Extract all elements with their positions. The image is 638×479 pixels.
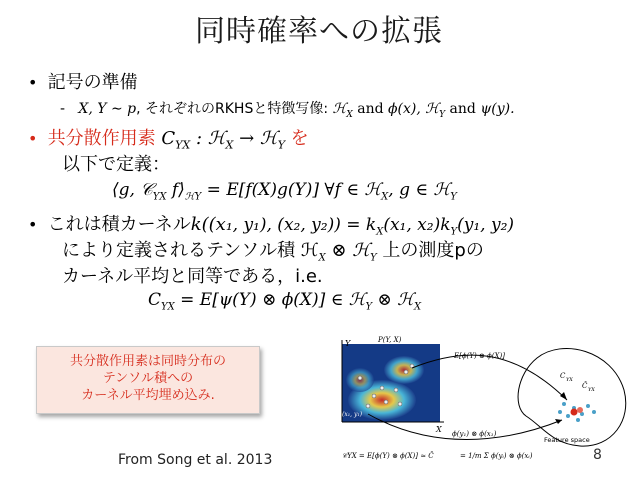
eq1-sub3: X <box>381 191 389 203</box>
cyx-label-sub: YX <box>566 377 573 383</box>
sub-hy-index: Y <box>439 109 446 120</box>
y-axis-label: Y <box>345 339 351 348</box>
cov-op: C <box>161 128 176 149</box>
eq1-part4: , g ∈ ℋ <box>388 180 451 200</box>
callout-line1: 共分散作用素は同時分布の <box>69 354 226 369</box>
bullet-product-kernel-line2: により定義されるテンソル積 ℋ$_X$ ⊗ ℋ$_Y$ 上の測度pの <box>62 240 484 264</box>
cov-lead: 共分散作用素 <box>47 128 162 149</box>
sub-and1: and <box>352 101 389 117</box>
kernel-formula-rest: ₁, y₁), (x₂, $y_2)) = k_X(x_1$, $x_2)k_Y(y_1$, y₂) <box>225 215 515 238</box>
cyx-hat-label-sub: YX <box>588 387 595 393</box>
point-label: (x₁, y₁) <box>342 411 363 418</box>
eq2-part2: = E[ψ(Y) ⊗ ϕ(X)] ∈ ℋ <box>174 290 366 310</box>
x-axis-label: X <box>436 425 442 434</box>
figure-formula-tail: = 1/m Σ ϕ(yᵢ) ⊗ ϕ(xᵢ) <box>460 452 533 460</box>
kernel-lead: これは積カーネル <box>47 214 191 235</box>
cyx-label: C <box>560 372 566 380</box>
bullet-covariance-line2: 以下で定義： <box>62 154 170 175</box>
callout-box <box>36 346 260 414</box>
cyx-point <box>571 409 578 416</box>
feature-space-label: Feature space <box>544 436 590 444</box>
callout-line2: テンソル積への <box>102 371 194 386</box>
eq1-sub2: ℋY <box>184 191 202 203</box>
expectation-label: E[ϕ(Y) ⊗ ϕ(X)] <box>454 352 505 360</box>
sub-phi: ϕ(x), ℋ <box>388 101 440 117</box>
page-number: 8 <box>593 447 602 463</box>
bullet-product-kernel <box>28 210 514 237</box>
kernel-line2b: ⊗ ℋ <box>325 240 371 261</box>
density-label: P(Y, X) <box>378 336 402 344</box>
sub-hx-index: X <box>346 109 353 120</box>
bullet-notation-text: 記号の準備 <box>47 72 138 93</box>
bullet-marker: • <box>28 73 48 92</box>
sub-vars: X, Y ∼ p <box>78 101 137 117</box>
kernel-line2a: により定義されるテンソル積 ℋ <box>62 240 319 261</box>
kernel-line2c: 上の測度pの <box>376 240 484 261</box>
cov-map-index1: X <box>225 138 234 152</box>
cov-op-index: YX <box>175 138 191 152</box>
eq1-part3: = E[f(X)g(Y)] ∀f ∈ ℋ <box>201 180 382 200</box>
eq2-sub1: YX <box>161 301 175 313</box>
bullet-marker: • <box>28 129 48 148</box>
sub-and2: and <box>445 101 481 117</box>
equation-covariance-embedding <box>148 290 421 312</box>
sub-bullet-dash: - <box>60 101 66 117</box>
sub-middle: , それぞれのRKHSと特徴写像: <box>136 101 333 117</box>
cyx-hat-point <box>577 407 583 413</box>
equation-covariance-definition <box>112 180 457 202</box>
sub-bullet-rkhs <box>60 98 515 120</box>
density-blob-upper <box>384 356 424 384</box>
eq1-sub4: Y <box>450 191 457 203</box>
eq1-part2: f⟩ <box>166 180 185 200</box>
cov-map: : ℋ <box>190 128 226 149</box>
bullet-notation <box>28 68 138 94</box>
sub-psi: ψ(y). <box>480 101 515 117</box>
sub-hx: ℋ <box>332 101 347 117</box>
bullet-covariance <box>28 124 309 152</box>
cov-map-index2: Y <box>277 138 285 152</box>
eq2-sub3: X <box>413 301 422 313</box>
embedding-figure <box>312 330 632 470</box>
cov-tail: を <box>284 128 309 149</box>
eq2-sub2: Y <box>365 301 373 313</box>
kernel-formula: k((x <box>190 214 226 235</box>
eq2-part3: ⊗ ℋ <box>372 290 414 310</box>
cyx-hat-label: Ĉ <box>582 382 588 390</box>
citation: From Song et al. 2013 <box>118 452 273 468</box>
slide-title: 同時確率への拡張 <box>195 14 443 49</box>
cov-arrow: → ℋ <box>233 128 278 149</box>
eq1-part1: ⟨g, 𝒞 <box>112 180 153 200</box>
eq2-part1: C <box>148 290 162 310</box>
feature-space-region <box>518 348 626 446</box>
bullet-product-kernel-line3: カーネル平均と同等である，i.e. <box>62 266 323 287</box>
eq1-sub1: YX <box>152 191 167 203</box>
callout-line3: カーネル平均埋め込み. <box>81 388 215 403</box>
figure-formula: 𝒞YX = E[ϕ(Y) ⊗ ϕ(X)] ≈ Ĉ <box>342 452 434 460</box>
feature-point-label: ϕ(y₁) ⊗ ϕ(x₁) <box>452 430 497 438</box>
bullet-marker: • <box>28 215 48 234</box>
